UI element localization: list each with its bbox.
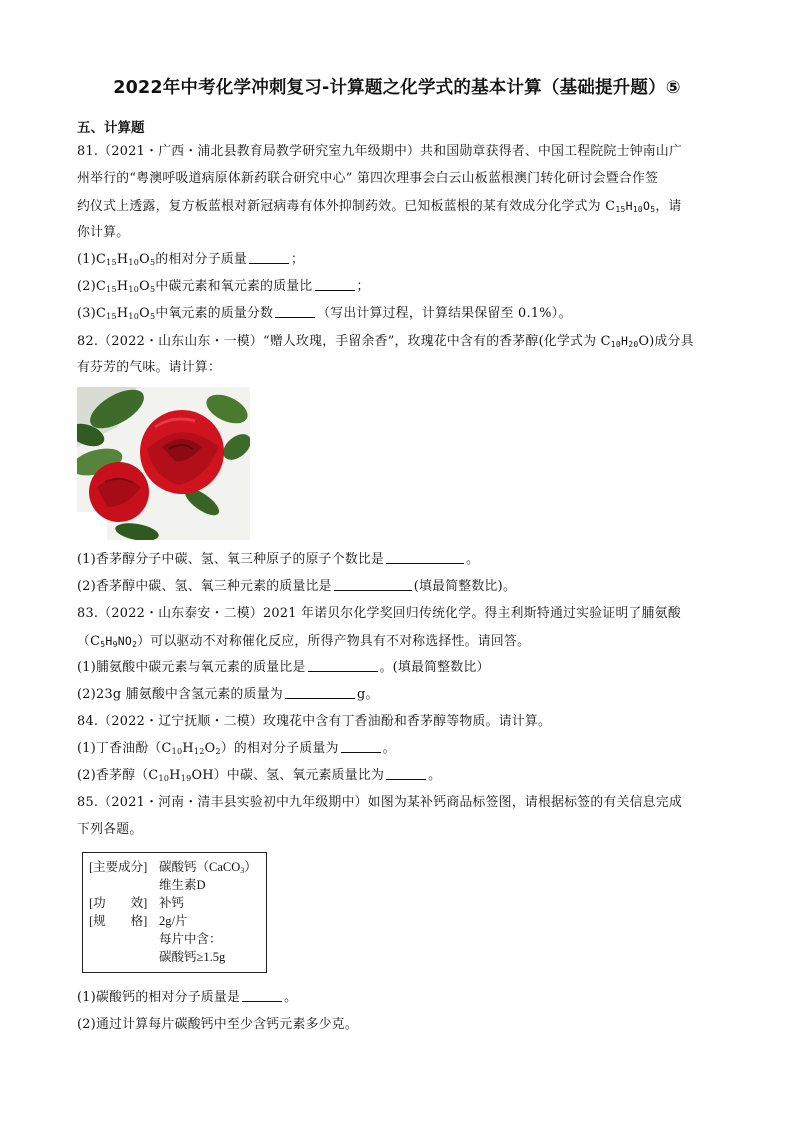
answer-blank[interactable]: [285, 686, 355, 699]
label-val-vitamin: 维生素D: [159, 878, 206, 892]
page-title: 2022年中考化学冲刺复习-计算题之化学式的基本计算（基础提升题）⑤: [113, 78, 681, 98]
q84-line1: 84.（2022・辽宁抚顺・二模）玫瑰花中含有丁香油酚和香茅醇等物质。请计算。: [77, 714, 552, 729]
q84-part1: (1)丁香油酚$(C_{10}H_{12}O_2)$的相对分子质量为 。: [77, 741, 396, 756]
label-val-caco3-amount: 碳酸钙≥1.5g: [159, 950, 226, 964]
q81-part3: $(3)C_{15}H_{10}O_5$中氧元素的质量分数 （写出计算过程，计算结果保留至 0.1%）。: [77, 306, 572, 321]
q85-line2: 下列各题。: [77, 822, 143, 837]
answer-blank[interactable]: [308, 659, 378, 672]
q83-line2: $(C_5H_9NO_2)$可以驱动不对称催化反应，所得产物具有不对称选择性。请回答。: [77, 634, 531, 649]
supplement-label-box: [82, 852, 267, 973]
answer-blank[interactable]: [341, 740, 381, 753]
q83-part1: (1)脯氨酸中碳元素与氧元素的质量比是 。(填最简整数比）: [77, 660, 490, 675]
q81-line3: 约仪式上透露，复方板蓝根对新冠病毒有体外抑制药效。已知板蓝根的某有效成分化学式为 $C_{15}H_{10}O_5$，请: [77, 199, 682, 214]
label-val-ingredients: 碳酸钙（CaCO$_3$）: [159, 860, 257, 875]
q81-line4: 你计算。: [77, 225, 130, 240]
answer-blank[interactable]: [386, 551, 464, 564]
label-key-spec: [规 格]: [89, 914, 148, 928]
q82-part2: (2)香茅醇中碳、氢、氧三种元素的质量比是 (填最简整数比)。: [77, 579, 517, 594]
rose-photo: [77, 387, 250, 540]
q81-part2: $(2)C_{15}H_{10}O_5$中碳元素和氧元素的质量比 ；: [77, 279, 370, 294]
q81-line2: 州举行的“粤澳呼吸道病原体新药联合研究中心” 第四次理事会白云山板蓝根澳门转化研讨会暨合作签: [77, 171, 659, 186]
q83-line1: 83.（2022・山东泰安・二模）2021 年诺贝尔化学奖回归传统化学。得主利斯特通过实验证明了脯氨酸: [77, 606, 681, 621]
label-val-per-tablet: 每片中含：: [159, 932, 222, 946]
q82-line1: 82.（2022・山东山东・一模）“赠人玫瑰，手留余香”，玫瑰花中含有的香茅醇(化学式为 $C_{10}H_{20}O$)成分具: [77, 334, 694, 349]
q81-part1: $(1)C_{15}H_{10}O_5$的相对分子质量 ；: [77, 252, 305, 267]
q85-part1: (1)碳酸钙的相对分子质量是 。: [77, 990, 298, 1005]
answer-blank[interactable]: [334, 578, 412, 591]
q83-part2: (2)23g 脯氨酸中含氢元素的质量为 g。: [77, 687, 379, 702]
q81-line1: 81.（2021・广西・浦北县教育局教学研究室九年级期中）共和国勋章获得者、中国工程院院士钟南山广: [77, 144, 683, 159]
answer-blank[interactable]: [386, 767, 426, 780]
answer-blank[interactable]: [249, 251, 289, 264]
answer-blank[interactable]: [315, 278, 355, 291]
q84-part2: (2)香茅醇$(C_{10}H_{19}OH)$中碳、氢、氧元素质量比为 。: [77, 768, 442, 783]
label-val-spec: 2g/片: [159, 914, 188, 928]
label-val-effect: 补钙: [159, 896, 185, 910]
answer-blank[interactable]: [275, 305, 315, 318]
label-key-effect: [功 效]: [89, 896, 148, 910]
q82-part1: (1)香茅醇分子中碳、氢、氧三种原子的原子个数比是 。: [77, 552, 480, 567]
label-key-ingredients: [主要成分]: [89, 860, 148, 874]
q82-line2: 有芬芳的气味。请计算：: [77, 360, 222, 375]
q85-line1: 85.（2021・河南・清丰县实验初中九年级期中）如图为某补钙商品标签图，请根据标签的有关信息完成: [77, 795, 683, 810]
section-heading: 五、计算题: [77, 120, 145, 136]
answer-blank[interactable]: [242, 989, 282, 1002]
q85-part2: (2)通过计算每片碳酸钙中至少含钙元素多少克。: [77, 1017, 358, 1032]
